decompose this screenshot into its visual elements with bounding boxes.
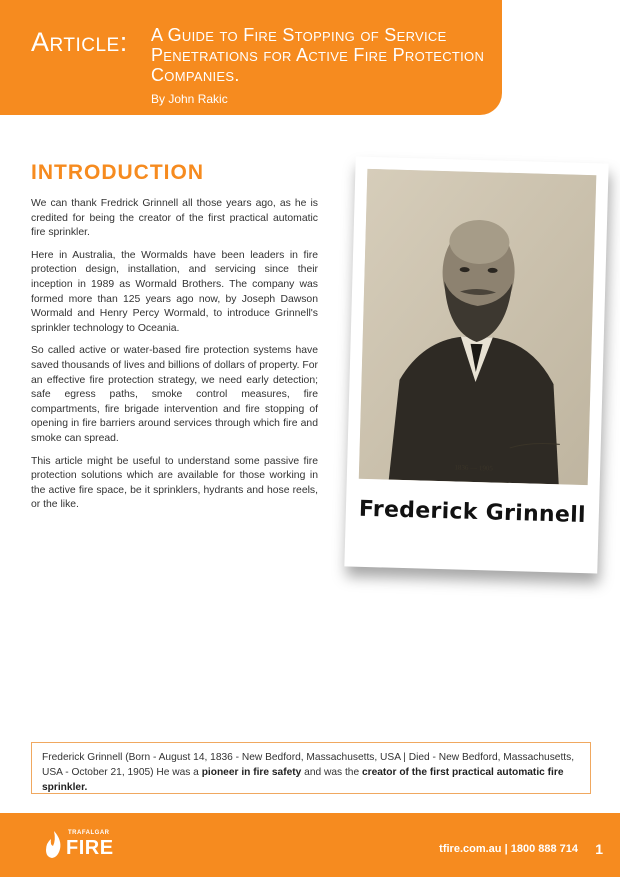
- caption-bold: pioneer in fire safety: [201, 767, 302, 778]
- flame-icon: [44, 830, 64, 860]
- portrait-illustration: [359, 169, 597, 485]
- section-heading: INTRODUCTION: [31, 161, 204, 184]
- page-footer: [0, 813, 620, 877]
- introduction-body: [31, 197, 318, 521]
- paragraph: We can thank Fredrick Grinnell all those years ago, as he is credited for being the creator of the first practical automatic fire sprinkler.: [31, 198, 318, 239]
- paragraph: This article might be useful to understand some passive fire protection solutions which are available for those working in the active fire space, be it sprinklers, hydrants and hose reels, or the like.: [31, 455, 318, 511]
- footer-contact[interactable]: tfire.com.au | 1800 888 714: [439, 843, 578, 855]
- caption-text: and was the: [301, 767, 362, 778]
- caption-text: Frederick Grinnell (Born - August 14, 1836 - New Bedford, Massachusetts, USA | Died - New Bedford, Massachusetts, USA - October 21, 1905) He was a: [42, 752, 575, 778]
- portrait-dates: 1836 — 1905: [454, 463, 493, 473]
- article-kicker: Article:: [31, 27, 128, 57]
- logo-small-text: TRAFALGAR: [68, 830, 110, 836]
- portrait-card: [344, 157, 608, 574]
- caption-bold: creator of the first practical automatic fire sprinkler.: [42, 767, 564, 793]
- article-title: A Guide to Fire Stopping of Service Penetrations for Active Fire Protection Companies.: [151, 25, 485, 85]
- article-byline: By John Rakic: [151, 92, 228, 106]
- logo-big-text: FIRE: [66, 837, 114, 859]
- portrait-caption: Frederick Grinnell: [358, 496, 587, 529]
- biography-caption-box: [31, 742, 591, 794]
- portrait-photo: [359, 169, 597, 485]
- trafalgar-fire-logo: [44, 828, 134, 864]
- article-header: [0, 0, 502, 115]
- paragraph: So called active or water-based fire protection systems have saved thousands of lives and billions of dollars of property. For an effective fire protection strategy, we need early detection; safe egress paths, smoke control measures, fire compartments, fire brigade intervention and fire stopping of opening in fire barriers around services through which fire and smoke can spread.: [31, 345, 318, 444]
- page-number: 1: [595, 841, 603, 857]
- biography-caption: [42, 743, 580, 795]
- paragraph: Here in Australia, the Wormalds have been leaders in fire protection design, installation, and servicing since their inception in 1989 as Wormald Brothers. The company was formed more than 125 years ago now, by Joseph Dawson Wormald and Henry Percy Wormald, to introduce Grinnell's sprinkler technology to Oceania.: [31, 249, 318, 334]
